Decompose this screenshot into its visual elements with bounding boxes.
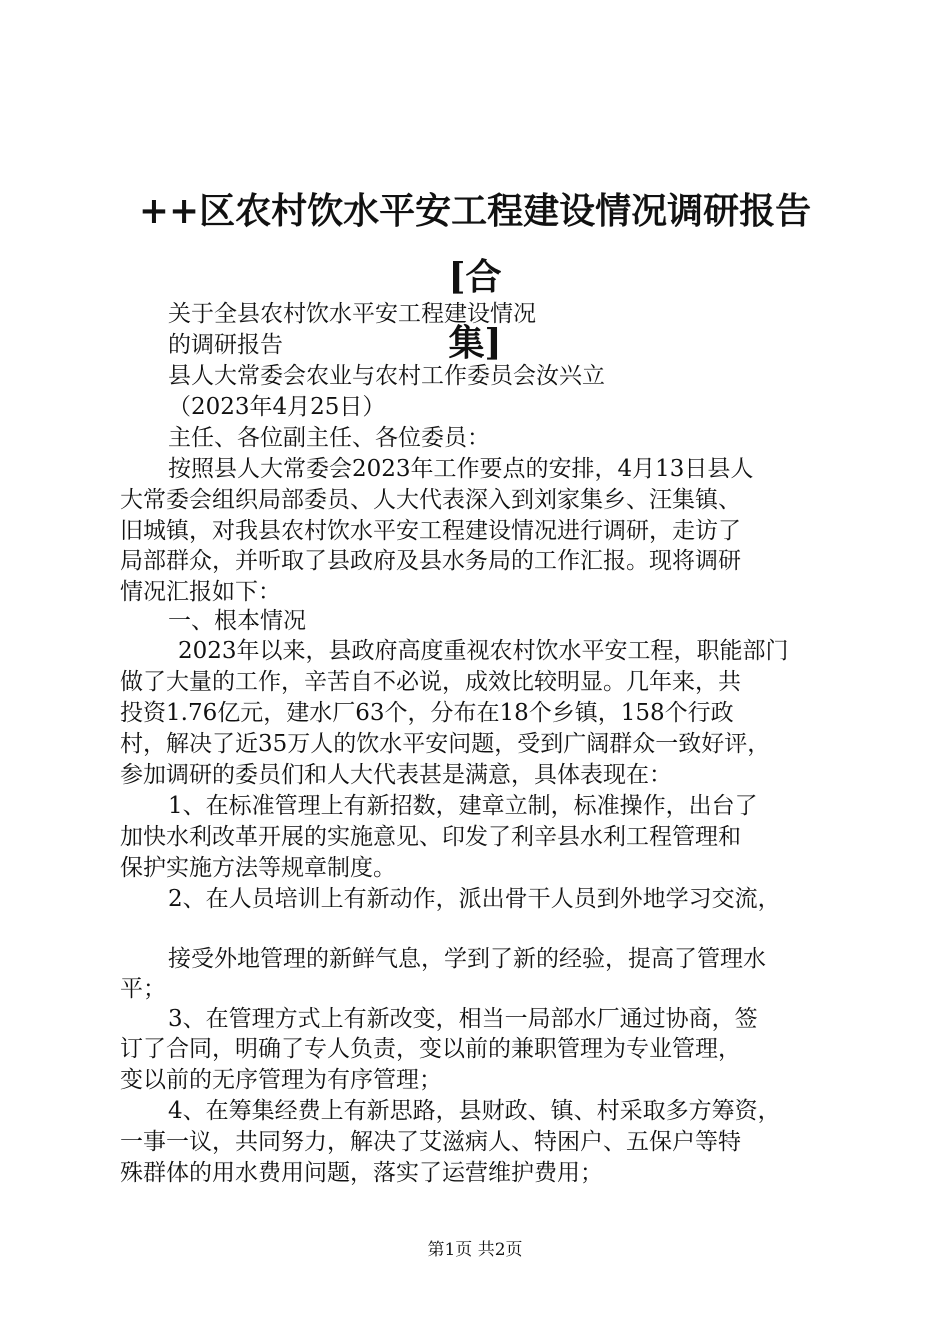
paragraph-line: 投资1.76亿元，建水厂63个，分布在18个乡镇，158个行政 [120,700,734,726]
paragraph-line: 村，解决了近35万人的饮水平安问题，受到广阔群众一致好评， [120,731,771,757]
paragraph-line: 情况汇报如下： [120,579,281,605]
paragraph-line: 局部群众，并听取了县政府及县水务局的工作汇报。现将调研 [120,548,741,574]
paragraph-line: 参加调研的委员们和人大代表甚是满意，具体表现在： [120,762,672,788]
paragraph-line: 接受外地管理的新鲜气息，学到了新的经验，提高了管理水 [168,946,766,972]
salutation: 主任、各位副主任、各位委员： [168,425,490,451]
subtitle-line: 的调研报告 [168,332,283,358]
paragraph-line: 按照县人大常委会2023年工作要点的安排，4月13日县人 [168,456,754,482]
paragraph-line: 变以前的无序管理为有序管理； [120,1067,442,1093]
paragraph-line: 3、在管理方式上有新改变，相当一局部水厂通过协商，签 [168,1006,758,1032]
paragraph-line: 2023年以来，县政府高度重视农村饮水平安工程，职能部门 [178,638,789,664]
paragraph-line: 大常委会组织局部委员、人大代表深入到刘家集乡、汪集镇、 [120,487,741,513]
paragraph-line: 4、在筹集经费上有新思路，县财政、镇、村采取多方筹资， [168,1098,781,1124]
paragraph-line: 订了合同，明确了专人负责，变以前的兼职管理为专业管理， [120,1036,741,1062]
date-line: （2023年4月25日） [168,394,386,420]
page-footer: 第1页 共2页 [427,1240,523,1260]
author-line: 县人大常委会农业与农村工作委员会汝兴立 [168,363,605,389]
section-heading: 一、根本情况 [168,608,306,634]
paragraph-line: 旧城镇，对我县农村饮水平安工程建设情况进行调研，走访了 [120,518,741,544]
subtitle-line: 关于全县农村饮水平安工程建设情况 [168,301,536,327]
paragraph-line: 2、在人员培训上有新动作，派出骨干人员到外地学习交流， [168,886,781,912]
title-line-1: ++区农村饮水平安工程建设情况调研报告[合 [138,190,812,298]
title-line-2: 集] [448,322,502,364]
paragraph-line: 平； [120,976,166,1002]
paragraph-line: 保护实施方法等规章制度。 [120,855,396,881]
paragraph-line: 加快水利改革开展的实施意见、印发了利辛县水利工程管理和 [120,824,741,850]
paragraph-line: 做了大量的工作，辛苦自不必说，成效比较明显。几年来，共 [120,669,741,695]
paragraph-line: 一事一议，共同努力，解决了艾滋病人、特困户、五保户等特 [120,1129,741,1155]
paragraph-line: 殊群体的用水费用问题，落实了运营维护费用； [120,1160,603,1186]
paragraph-line: 1、在标准管理上有新招数，建章立制，标准操作，出台了 [168,793,758,819]
